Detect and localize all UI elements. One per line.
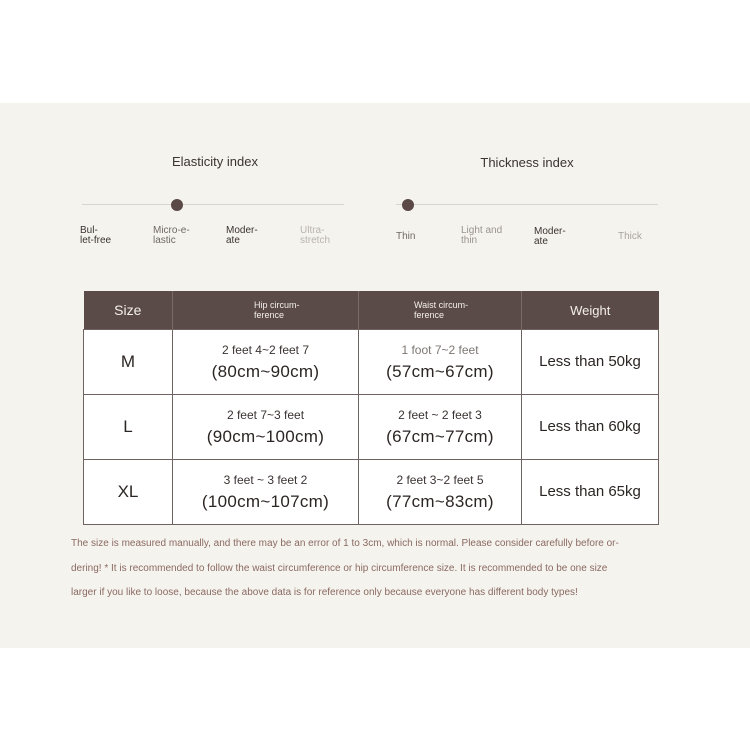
- thickness-tick-lightandthin: Light and thin: [461, 225, 503, 246]
- header-waist: Waist circum- ference: [359, 291, 522, 330]
- elasticity-track: [82, 204, 344, 205]
- thickness-tick-moderate: Moder- ate: [534, 226, 566, 247]
- size-cell: XL: [84, 460, 173, 525]
- header-size: Size: [84, 291, 173, 330]
- elasticity-tick-bulletfree: Bul- let-free: [80, 225, 112, 246]
- waist-cell: 2 feet 3~2 feet 5 (77cm~83cm): [359, 460, 522, 525]
- elasticity-tick-moderate: Moder- ate: [226, 225, 258, 246]
- weight-cell: Less than 65kg: [522, 460, 659, 525]
- sizing-note: [71, 532, 681, 606]
- hip-cell: 2 feet 4~2 feet 7 (80cm~90cm): [173, 330, 359, 395]
- waist-cell: 2 feet ~ 2 feet 3 (67cm~77cm): [359, 395, 522, 460]
- elasticity-tick-ultrastretch: Ultra- stretch: [300, 225, 331, 246]
- hip-cell: 2 feet 7~3 feet (90cm~100cm): [173, 395, 359, 460]
- thickness-tick-thick: Thick: [618, 231, 642, 242]
- size-cell: L: [84, 395, 173, 460]
- table-row: [84, 460, 659, 525]
- table-row: [84, 330, 659, 395]
- table-header-row: [84, 291, 659, 330]
- waist-cell: 1 foot 7~2 feet (57cm~67cm): [359, 330, 522, 395]
- elasticity-title: Elasticity index: [172, 154, 258, 169]
- thickness-title: Thickness index: [480, 155, 574, 170]
- elasticity-tick-microelastic: Micro-e- lastic: [153, 225, 190, 246]
- table-row: [84, 395, 659, 460]
- elasticity-knob: [171, 199, 183, 211]
- note-line: dering! * It is recommended to follow the waist circumference or hip circumference size. It is recommended to be one size: [71, 562, 608, 574]
- header-hip: Hip circum- ference: [173, 291, 359, 330]
- header-weight: Weight: [522, 291, 659, 330]
- weight-cell: Less than 60kg: [522, 395, 659, 460]
- note-line: The size is measured manually, and there may be an error of 1 to 3cm, which is normal. Please consider carefully before or-: [71, 538, 619, 549]
- size-cell: M: [84, 330, 173, 395]
- note-line: larger if you like to loose, because the above data is for reference only because everyone has different body types!: [71, 587, 578, 598]
- thickness-knob: [402, 199, 414, 211]
- thickness-track: [396, 204, 658, 205]
- weight-cell: Less than 50kg: [522, 330, 659, 395]
- size-chart-table: [83, 291, 659, 525]
- thickness-tick-thin: Thin: [396, 231, 416, 242]
- hip-cell: 3 feet ~ 3 feet 2 (100cm~107cm): [173, 460, 359, 525]
